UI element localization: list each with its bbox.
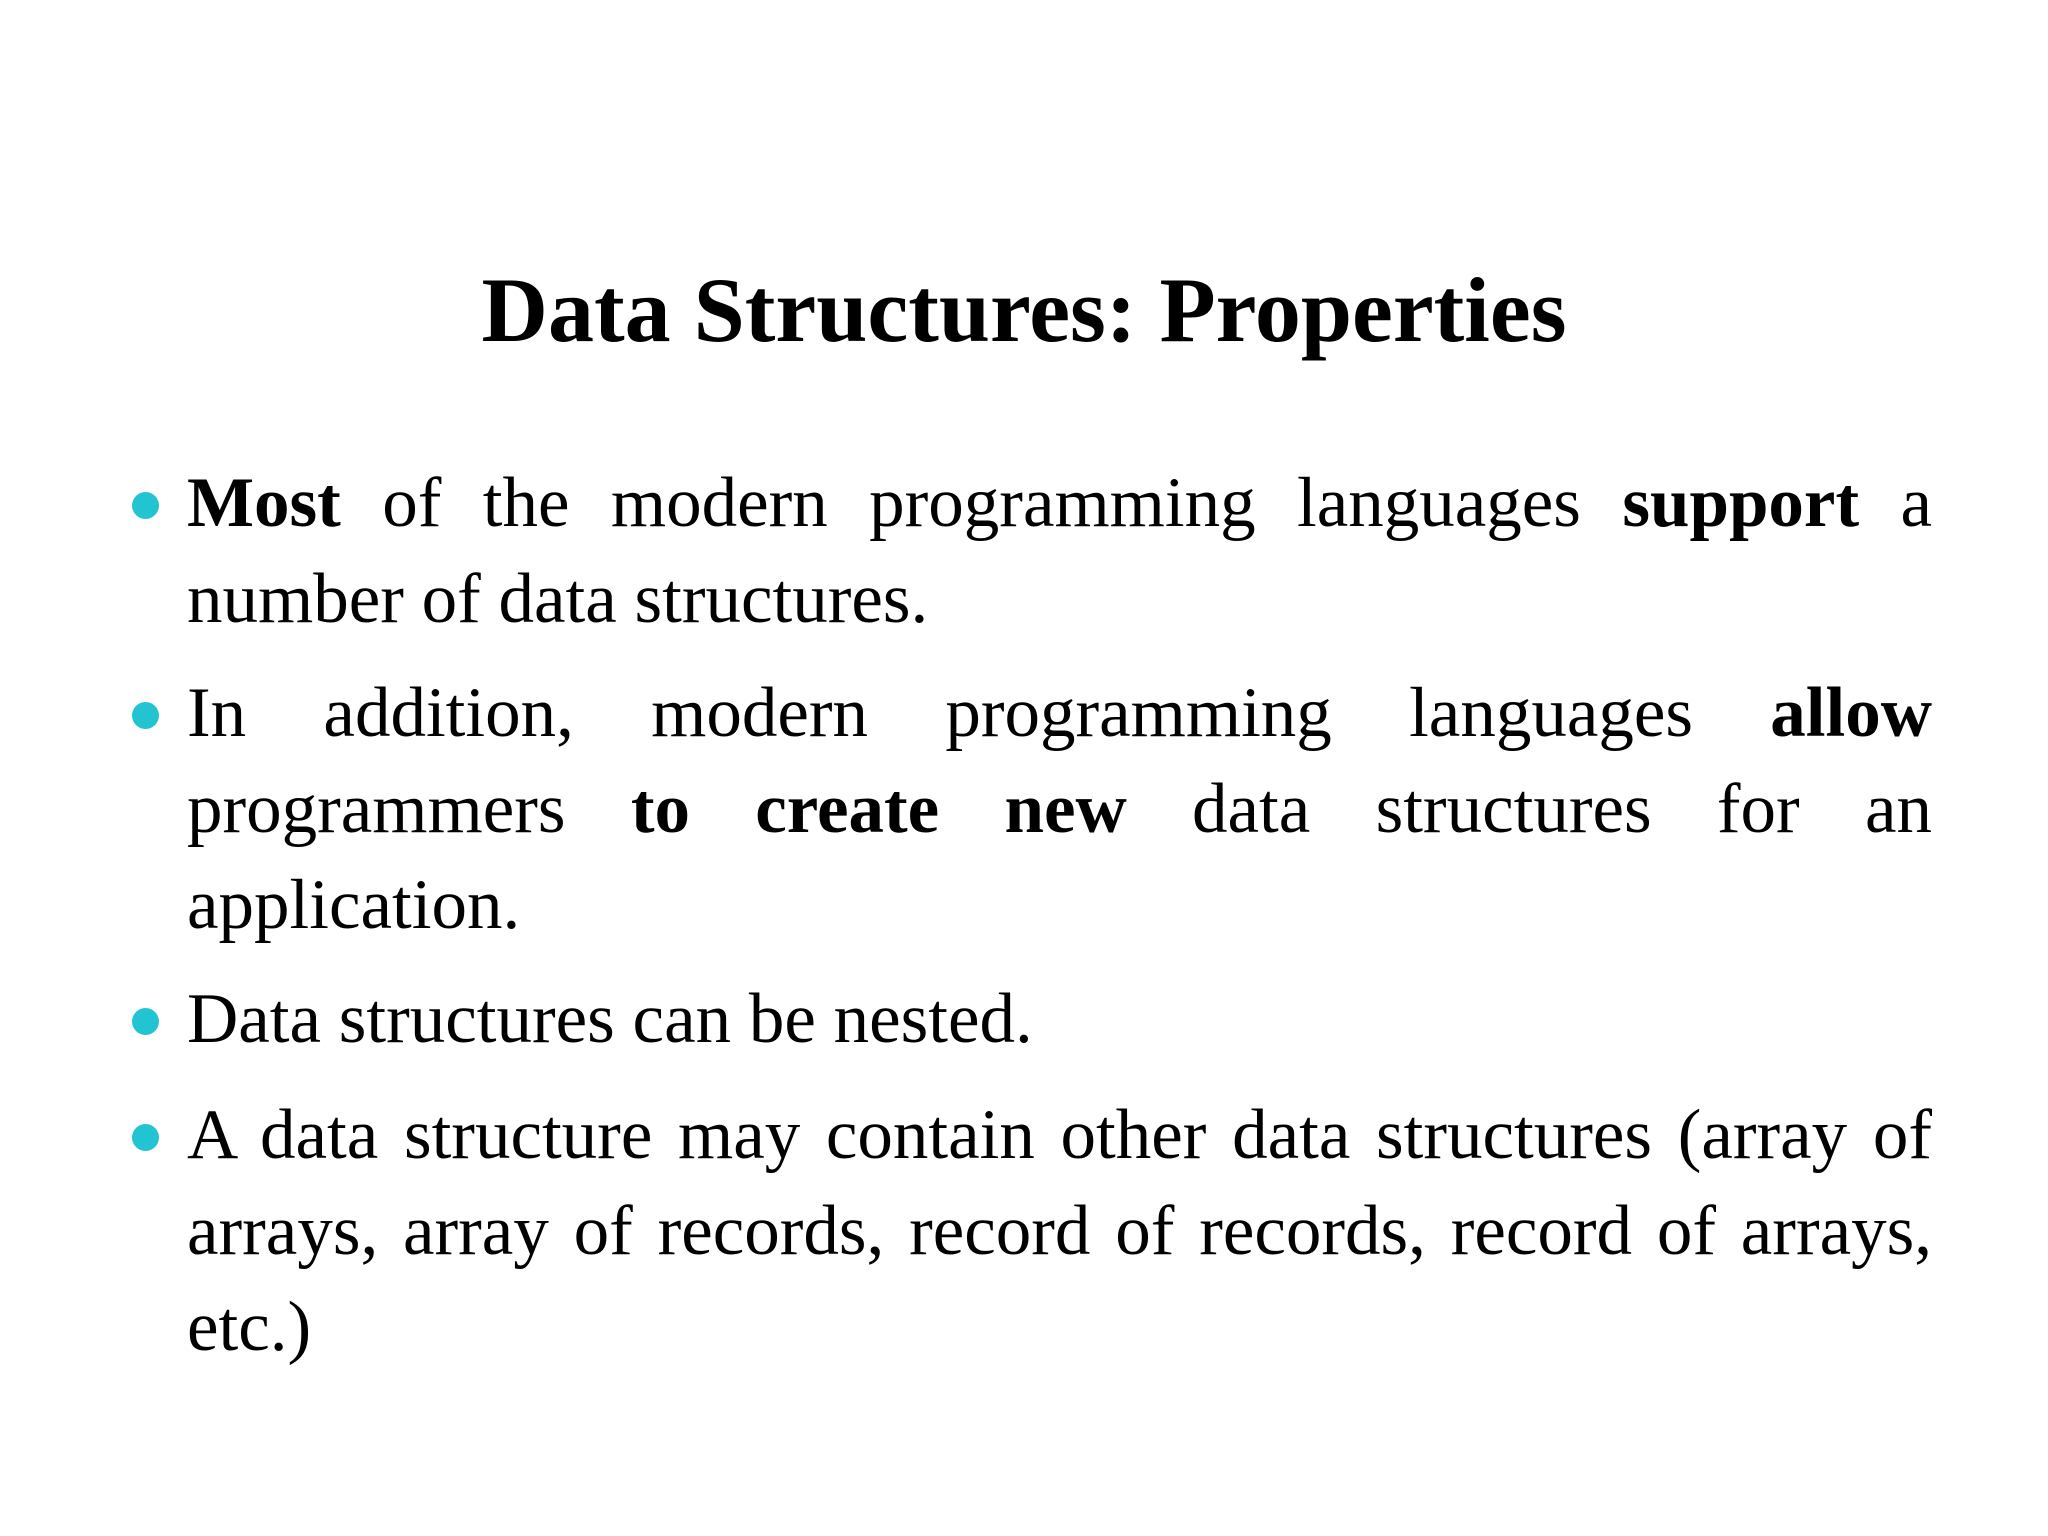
bullet-dot-icon <box>132 492 159 519</box>
bullet-item <box>187 971 1932 1067</box>
bullet-text: of the modern programming languages <box>340 464 1623 542</box>
bullet-text: programmers <box>187 770 631 848</box>
bullet-dot-icon <box>132 1008 159 1035</box>
bullet-item <box>187 1087 1932 1375</box>
bullet-text: data structures for an application. <box>187 770 1932 944</box>
bullet-text-bold: Most <box>187 464 341 542</box>
bullet-text: Data structures can be nested. <box>187 980 1033 1058</box>
bullet-list <box>0 455 2048 1393</box>
slide-title: Data Structures: Properties <box>481 259 1567 361</box>
bullet-text-bold: allow <box>1770 674 1932 752</box>
bullet-text-bold: support <box>1622 464 1860 542</box>
bullet-text: In addition, modern programming languages <box>187 674 1771 752</box>
bullet-dot-icon <box>132 702 159 729</box>
bullet-item <box>187 455 1932 647</box>
bullet-dot-icon <box>132 1124 159 1151</box>
bullet-text: a number of data structures. <box>187 464 1933 638</box>
bullet-text-bold: to create new <box>630 770 1127 848</box>
bullet-item <box>187 665 1932 953</box>
bullet-text: A data structure may contain other data structures (array of arrays, array of records, record of records, record of arrays, etc.) <box>187 1096 1932 1366</box>
